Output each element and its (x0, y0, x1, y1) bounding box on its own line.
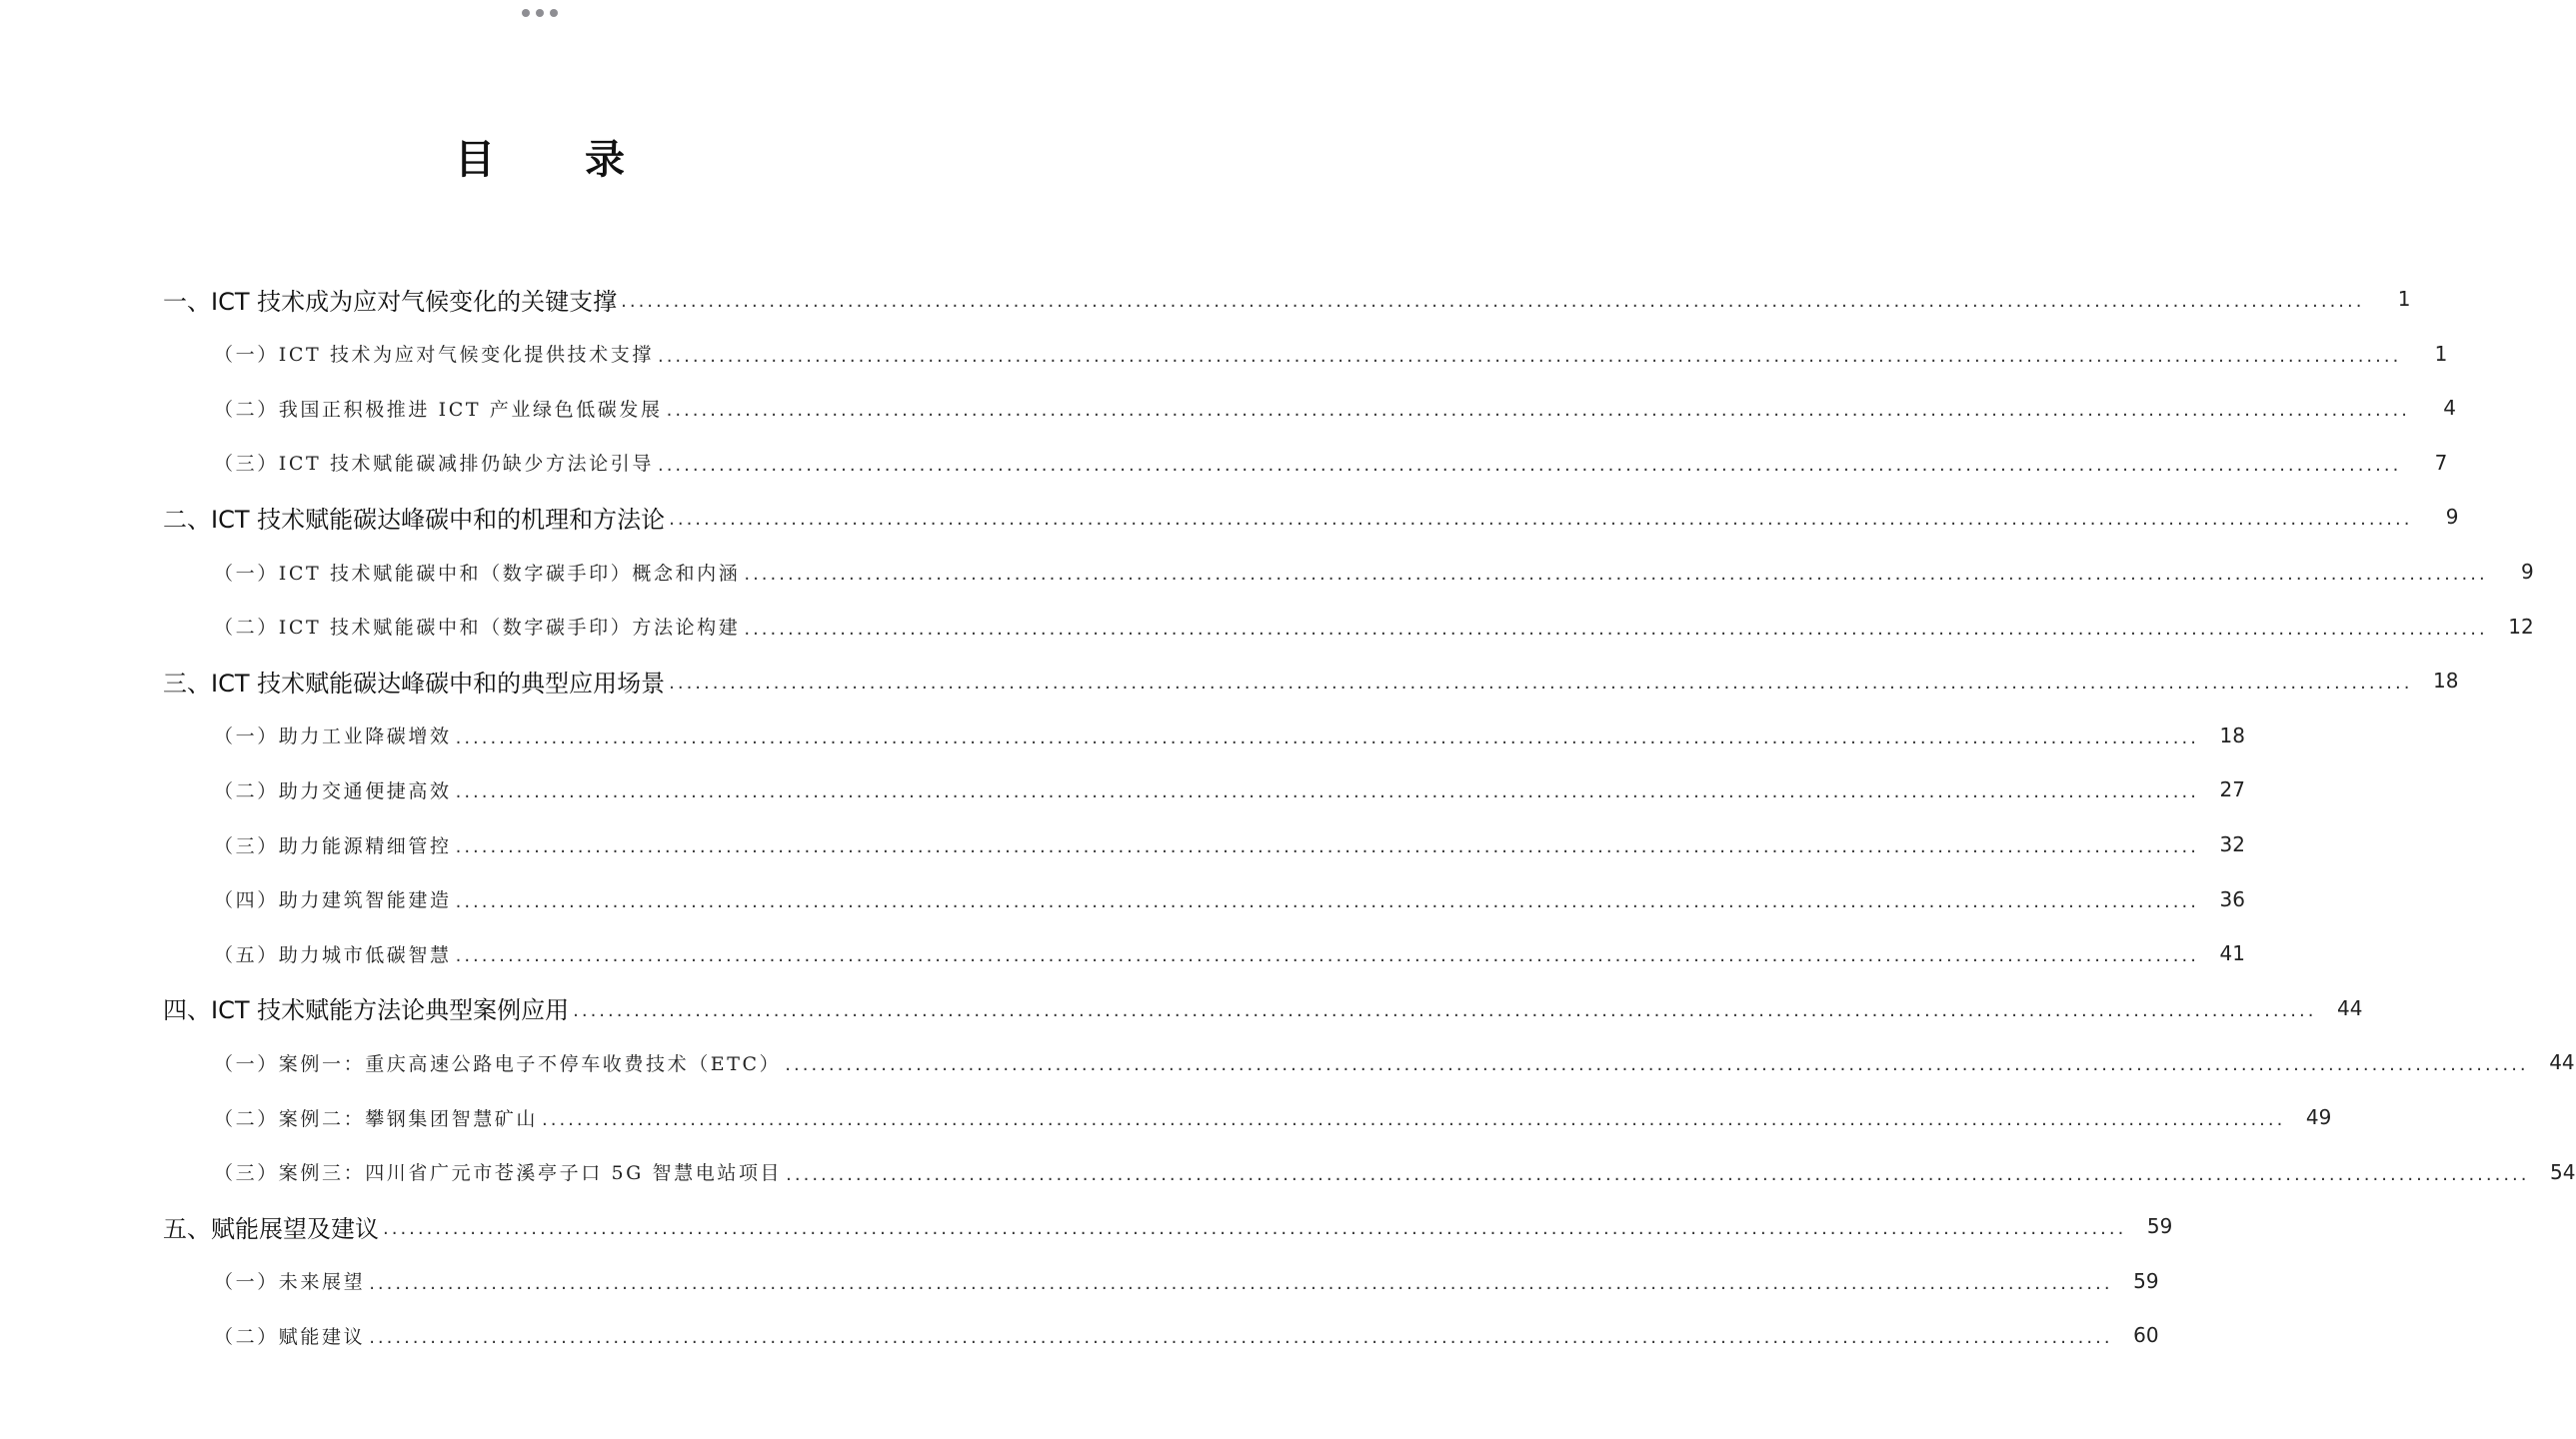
toc-dot-leader: ........................................................................................................................................................................................................ (455, 890, 2199, 912)
toc-chapter-entry[interactable] (0, 490, 2459, 544)
toc-section-entry[interactable] (0, 709, 2245, 762)
toc-dot-leader: ........................................................................................................................................................................................................ (383, 1218, 2127, 1240)
toc-page-number: 44 (2549, 1050, 2575, 1075)
toc-chapter-entry[interactable] (0, 272, 2411, 326)
toc-page-number: 59 (2146, 1214, 2173, 1239)
toc-dot-leader: ........................................................................................................................................................................................................ (455, 781, 2199, 803)
toc-entry-title: （三）助力能源精细管控 (214, 834, 452, 857)
toc-entry-title: （二）ICT 技术赋能碳中和（数字碳手印）方法论构建 (214, 617, 741, 640)
toc-page-number: 27 (2219, 777, 2245, 802)
toc-page-number: 41 (2219, 941, 2245, 966)
toc-section-entry[interactable] (0, 1308, 2159, 1362)
toc-page-number: 1 (2434, 341, 2448, 366)
toc-chapter-entry[interactable] (0, 981, 2363, 1035)
toc-dot-leader: ........................................................................................................................................................................................................ (455, 836, 2199, 857)
toc-page-number: 60 (2133, 1323, 2159, 1348)
toc-dot-leader: ........................................................................................................................................................................................................ (455, 726, 2199, 748)
toc-dot-leader: ........................................................................................................................................................................................................ (785, 1054, 2529, 1076)
ellipsis-dot (522, 9, 530, 17)
toc-page-number: 44 (2337, 995, 2363, 1020)
toc-section-entry[interactable] (0, 926, 2245, 980)
toc-page-number: 1 (2397, 287, 2411, 311)
toc-section-entry[interactable] (0, 1254, 2159, 1308)
toc-page-number: 9 (2520, 560, 2534, 584)
toc-page-number: 9 (2445, 505, 2459, 530)
toc-dot-leader: ........................................................................................................................................................................................................ (669, 673, 2413, 695)
toc-section-entry[interactable] (0, 1145, 2576, 1199)
page-title: 目 录 (455, 137, 663, 183)
toc-dot-leader: ........................................................................................................................................................................................................ (542, 1109, 2286, 1130)
toc-page-number: 32 (2219, 832, 2245, 856)
toc-entry-title: 四、ICT 技术赋能方法论典型案例应用 (163, 996, 570, 1025)
ellipsis-dot (536, 9, 544, 17)
toc-dot-leader: ........................................................................................................................................................................................................ (669, 509, 2413, 531)
toc-section-entry[interactable] (0, 762, 2245, 816)
toc-section-entry[interactable] (0, 600, 2534, 654)
ellipsis-dot (550, 9, 558, 17)
toc-entry-title: （二）赋能建议 (214, 1325, 366, 1348)
toc-entry-title: （三）ICT 技术赋能碳减排仍缺少方法论引导 (214, 453, 654, 476)
toc-entry-title: （一）助力工业降碳增效 (214, 725, 452, 748)
toc-page-number: 4 (2443, 396, 2456, 421)
toc-page-number: 59 (2133, 1268, 2159, 1293)
toc-dot-leader: ........................................................................................................................................................................................................ (666, 400, 2410, 422)
toc-entry-title: （一）案例一：重庆高速公路电子不停车收费技术（ETC） (214, 1052, 782, 1075)
toc-dot-leader: ........................................................................................................................................................................................................ (744, 618, 2488, 640)
toc-dot-leader: ........................................................................................................................................................................................................ (744, 564, 2488, 585)
toc-section-entry[interactable] (0, 872, 2245, 926)
toc-section-entry[interactable] (0, 817, 2245, 871)
toc-entry-title: （二）助力交通便捷高效 (214, 779, 452, 802)
toc-entry-title: （二）案例二：攀钢集团智慧矿山 (214, 1107, 539, 1130)
toc-entry-title: （五）助力城市低碳智慧 (214, 943, 452, 966)
toc-dot-leader: ........................................................................................................................................................................................................ (786, 1163, 2530, 1185)
toc-entry-title: （四）助力建筑智能建造 (214, 889, 452, 912)
toc-dot-leader: ........................................................................................................................................................................................................ (455, 945, 2199, 967)
toc-page-number: 49 (2305, 1105, 2332, 1129)
toc-entry-title: （一）ICT 技术为应对气候变化提供技术支撑 (214, 344, 654, 367)
toc-section-entry[interactable] (0, 381, 2456, 435)
toc-entry-title: （一）ICT 技术赋能碳中和（数字碳手印）概念和内涵 (214, 562, 741, 585)
toc-section-entry[interactable] (0, 327, 2448, 381)
toc-entry-title: （三）案例三：四川省广元市苍溪亭子口 5G 智慧电站项目 (214, 1162, 783, 1185)
toc-dot-leader: ........................................................................................................................................................................................................ (621, 291, 2365, 312)
toc-section-entry[interactable] (0, 1090, 2332, 1144)
toc-chapter-entry[interactable] (0, 1199, 2173, 1253)
toc-dot-leader: ........................................................................................................................................................................................................ (657, 454, 2402, 476)
toc-dot-leader: ........................................................................................................................................................................................................ (573, 999, 2317, 1021)
toc-entry-title: （二）我国正积极推进 ICT 产业绿色低碳发展 (214, 398, 663, 421)
toc-entry-title: 一、ICT 技术成为应对气候变化的关键支撑 (163, 287, 618, 316)
toc-page-number: 18 (2433, 669, 2459, 694)
toc-page-number: 36 (2219, 886, 2245, 911)
toc-entry-title: 五、赋能展望及建议 (163, 1214, 379, 1243)
toc-entry-title: （一）未来展望 (214, 1271, 366, 1294)
toc-page-number: 18 (2219, 722, 2245, 747)
toc-page-number: 12 (2508, 614, 2534, 639)
toc-dot-leader: ........................................................................................................................................................................................................ (657, 345, 2402, 367)
toc-section-entry[interactable] (0, 436, 2448, 490)
toc-entry-title: 三、ICT 技术赋能碳达峰碳中和的典型应用场景 (163, 669, 666, 698)
toc-dot-leader: ........................................................................................................................................................................................................ (369, 1272, 2113, 1294)
ellipsis-icon[interactable] (522, 7, 558, 19)
toc-section-entry[interactable] (0, 1035, 2575, 1089)
toc-entry-title: 二、ICT 技术赋能碳达峰碳中和的机理和方法论 (163, 505, 666, 534)
toc-dot-leader: ........................................................................................................................................................................................................ (369, 1327, 2113, 1349)
toc-page-number: 7 (2434, 450, 2448, 475)
toc-chapter-entry[interactable] (0, 654, 2459, 708)
toc-page-number: 54 (2550, 1159, 2576, 1184)
toc-section-entry[interactable] (0, 545, 2534, 599)
